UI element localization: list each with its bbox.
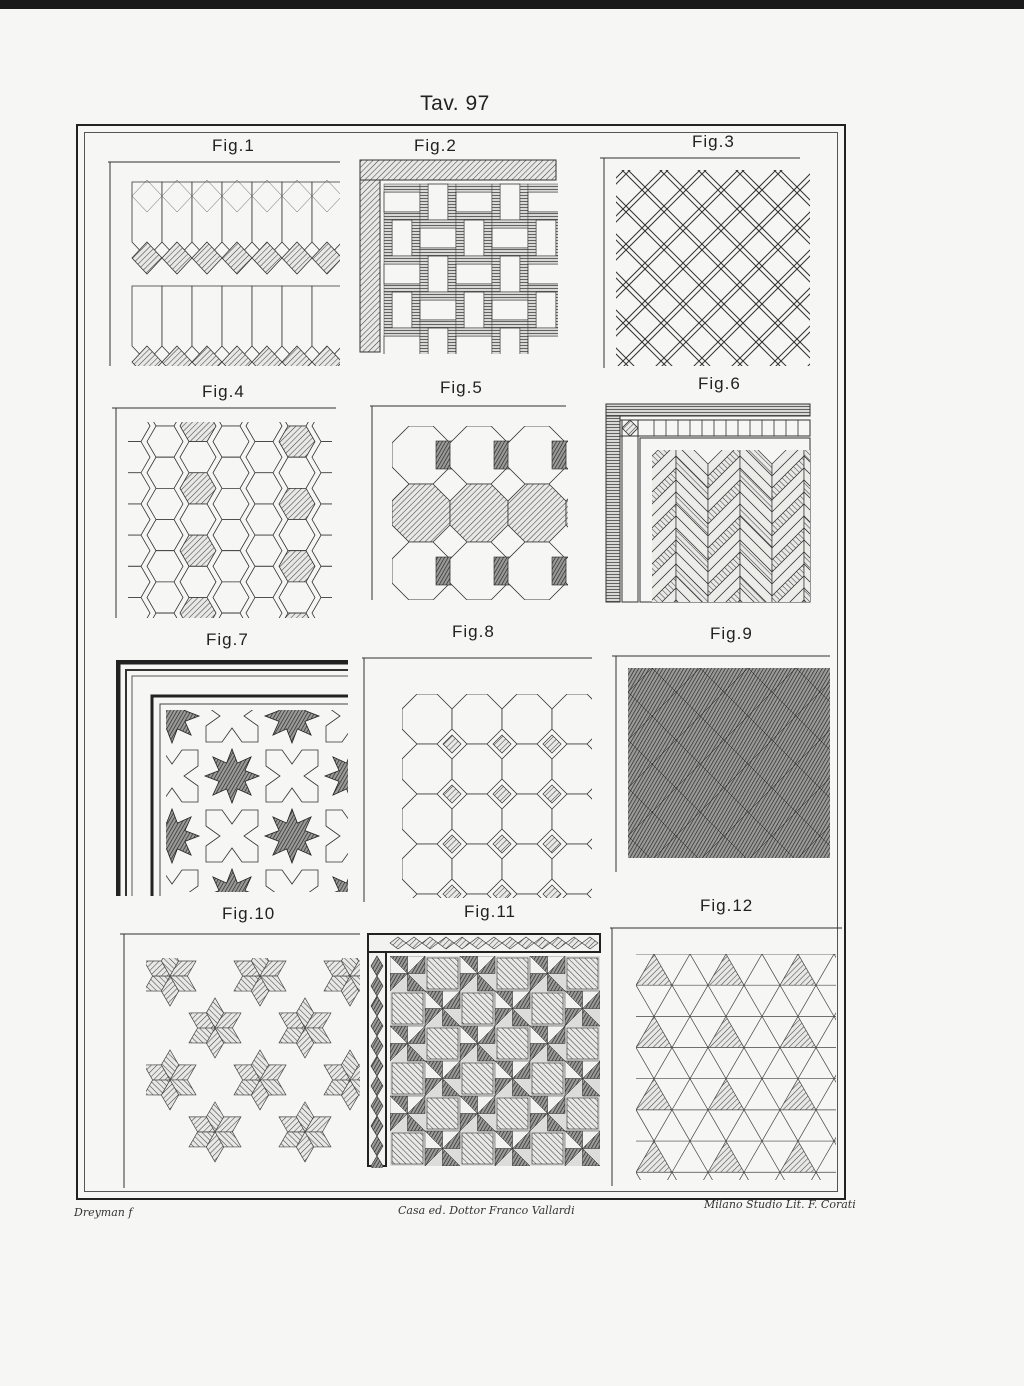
credit-draughtsman: Dreyman f [74,1206,133,1219]
fig-8-panel [362,656,592,902]
fig-8-drawing [362,656,592,902]
fig-4-drawing [112,406,336,618]
fig-7-label: Fig.7 [206,630,249,649]
fig-12-drawing [610,926,842,1186]
fig-3-drawing [600,156,812,368]
fig-6-panel [604,402,812,604]
fig-11-label: Fig.11 [464,902,516,921]
fig-1-panel [108,158,340,366]
fig-5-label: Fig.5 [440,378,483,397]
fig-3-panel [600,156,812,368]
fig-9-drawing [612,654,832,872]
fig-6-drawing [604,402,812,604]
fig-1-drawing [108,158,340,366]
fig-5-drawing [370,404,570,600]
fig-9-panel [612,654,832,872]
fig-3-label: Fig.3 [692,132,735,151]
fig-10-label: Fig.10 [222,904,276,923]
fig-12-panel [610,926,842,1186]
fig-4-panel [112,406,336,618]
fig-5-panel [370,404,570,600]
fig-2-label: Fig.2 [414,136,457,155]
fig-11-drawing [366,932,602,1168]
fig-9-label: Fig.9 [710,624,753,643]
credit-lithographer: Milano Studio Lit. F. Corati [704,1198,856,1211]
fig-1-label: Fig.1 [212,136,255,155]
fig-2-drawing [358,158,558,354]
fig-10-panel [120,932,364,1188]
fig-2-panel [358,158,558,354]
fig-7-drawing [116,660,348,896]
credit-publisher: Casa ed. Dottor Franco Vallardi [398,1204,575,1217]
scan-top-edge [0,0,1024,9]
fig-8-label: Fig.8 [452,622,495,641]
fig-10-drawing [120,932,364,1188]
fig-12-label: Fig.12 [700,896,754,915]
fig-11-panel [366,932,602,1168]
fig-6-label: Fig.6 [698,374,741,393]
fig-4-label: Fig.4 [202,382,245,401]
fig-7-panel [116,660,348,896]
plate-title: Tav. 97 [420,92,490,115]
